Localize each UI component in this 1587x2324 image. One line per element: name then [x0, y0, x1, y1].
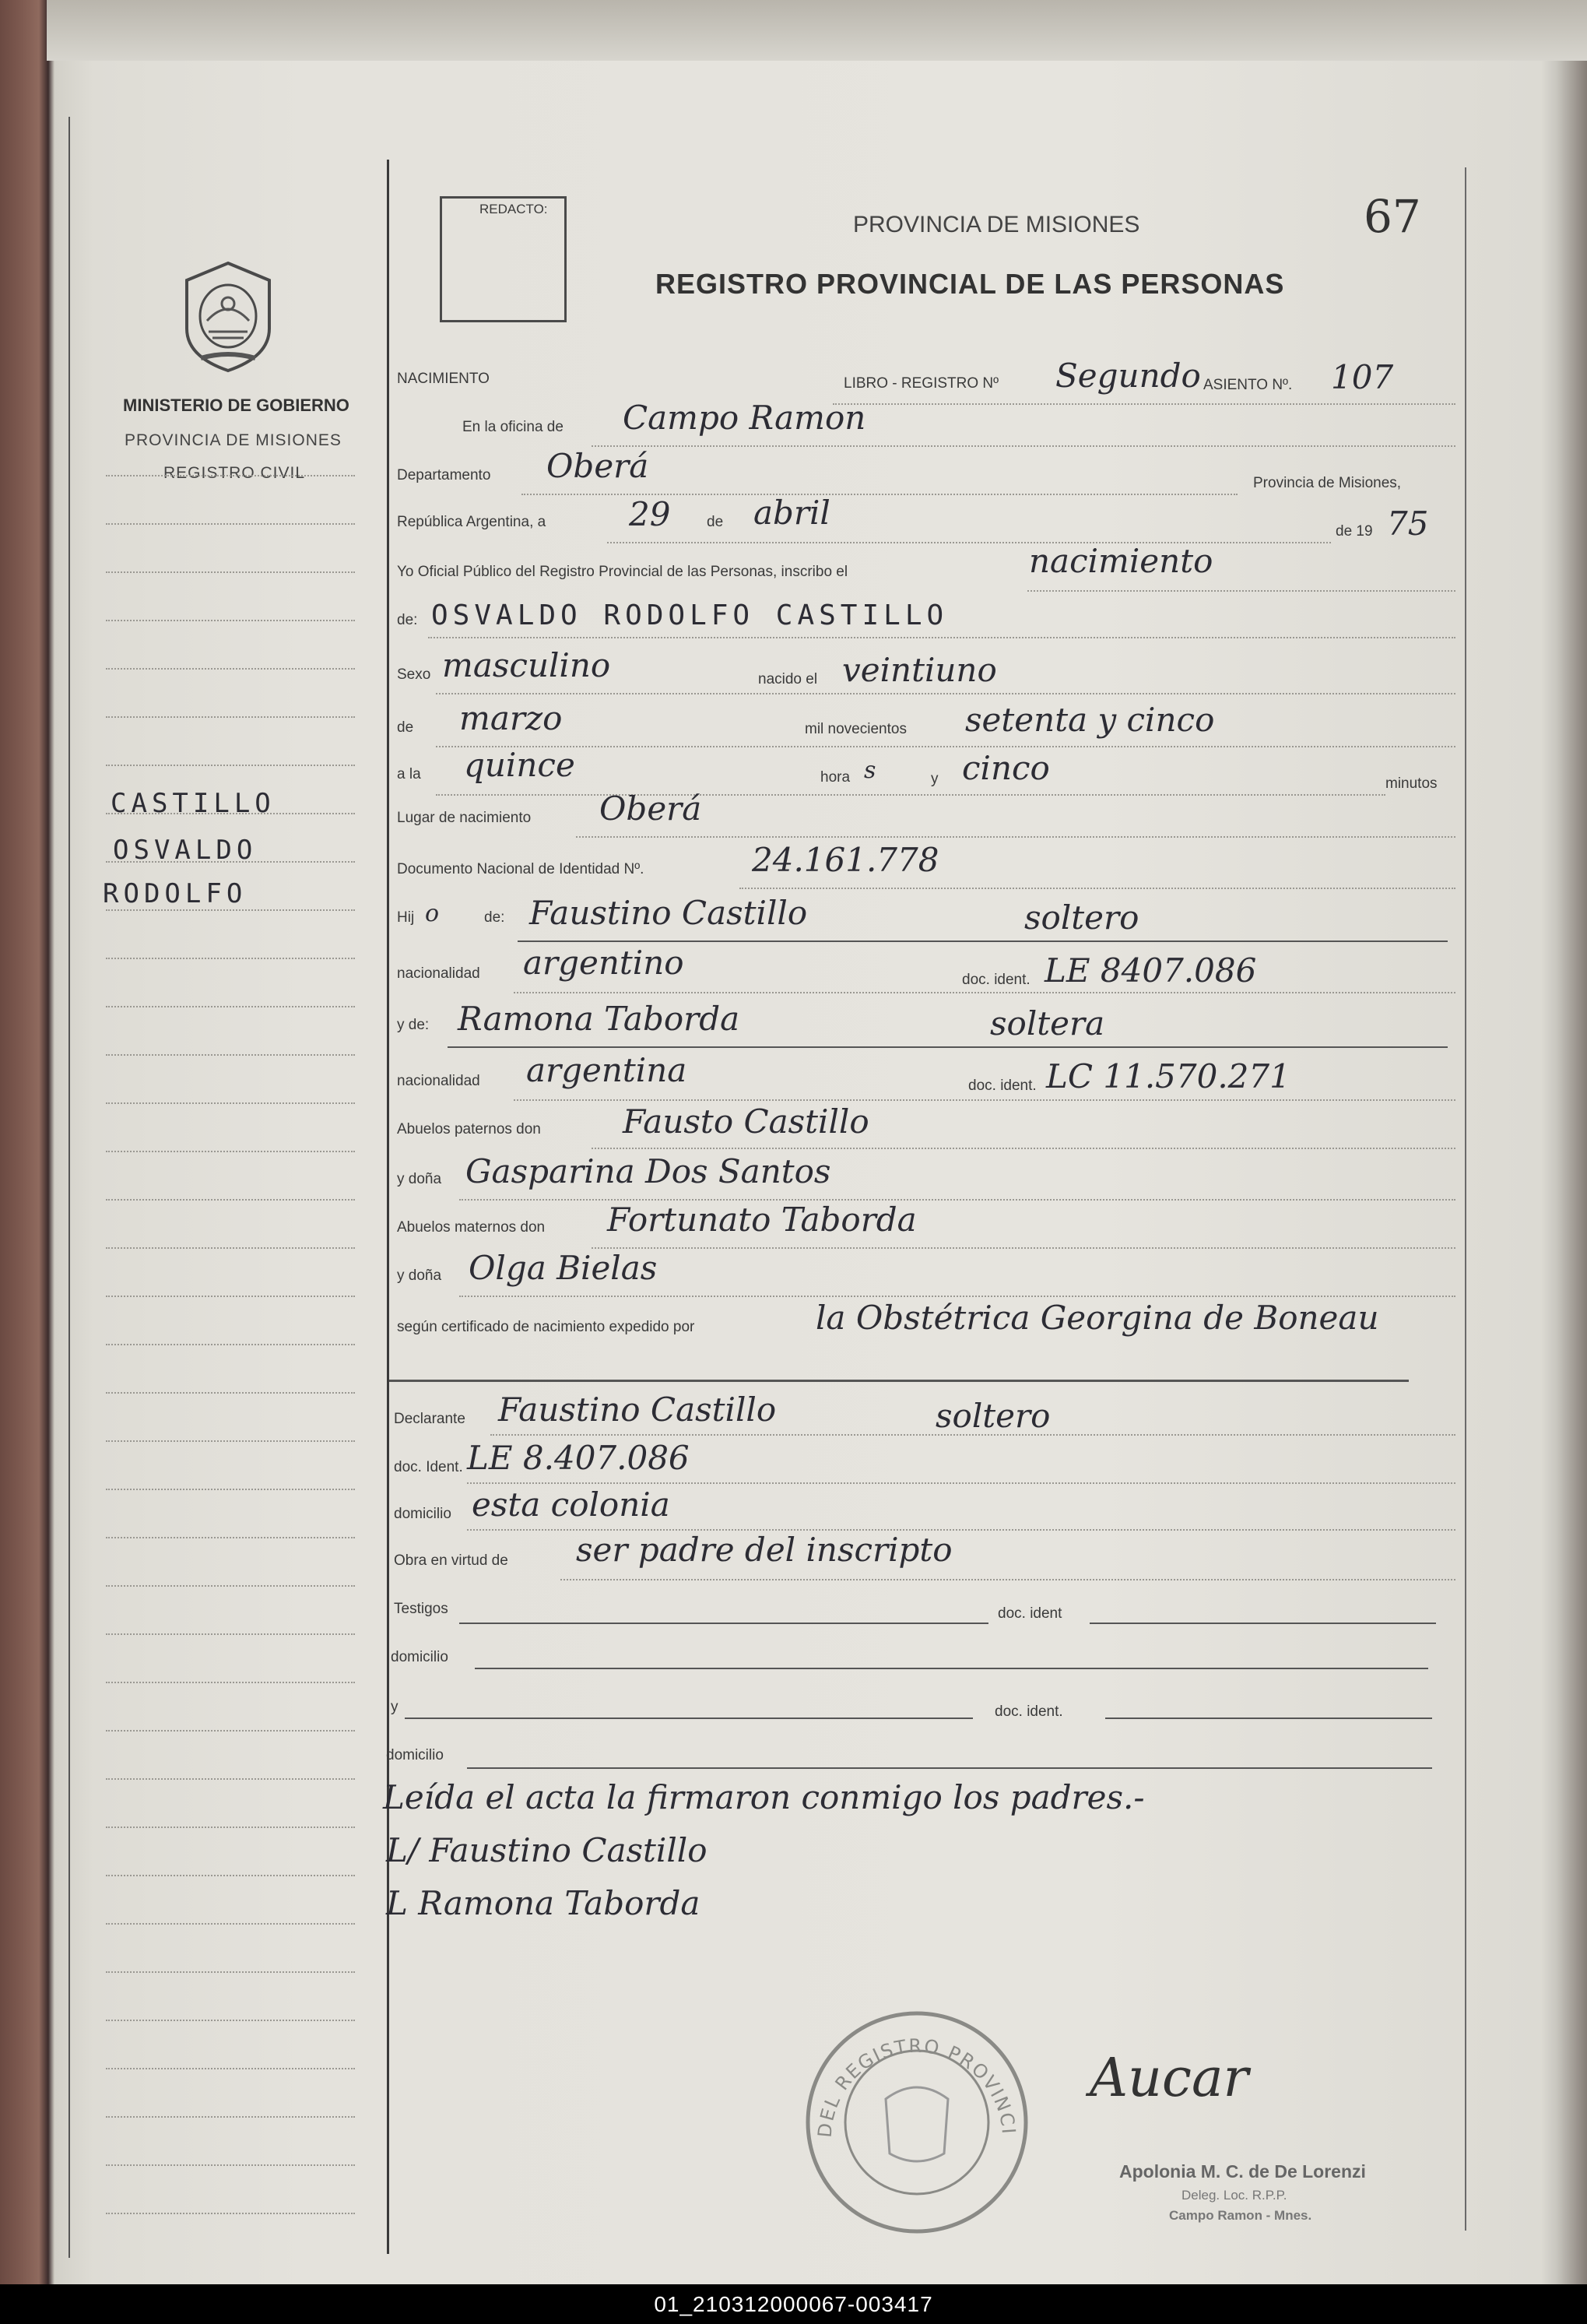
nac-anio-value: setenta y cinco [965, 701, 1215, 739]
sidebar-dotted-line [106, 1489, 355, 1490]
sidebar-dotted-line [106, 620, 355, 621]
nombre-value: OSVALDO RODOLFO CASTILLO [431, 599, 949, 631]
oficina-label: En la oficina de [462, 419, 564, 435]
lugar-label: Lugar de nacimiento [397, 810, 532, 826]
testigos-label: Testigos [394, 1601, 448, 1617]
redacto-label: REDACTO: [479, 202, 548, 216]
hora-value: quince [464, 746, 575, 784]
nacimiento-label: NACIMIENTO [397, 371, 490, 387]
coat-of-arms-emblem [177, 257, 279, 374]
sidebar-dotted-line [106, 1054, 355, 1056]
official-place: Campo Ramon - Mnes. [1169, 2208, 1312, 2223]
sidebar-dotted-line [106, 1344, 355, 1345]
padre-nacionalidad: argentino [523, 944, 684, 982]
provincia-suffix: Provincia de Misiones, [1253, 475, 1402, 491]
hijo-label: Hij [397, 909, 415, 926]
abuela-pat: Gasparina Dos Santos [465, 1152, 831, 1190]
sexo-value: masculino [442, 646, 611, 684]
padre-doc: LE 8407.086 [1045, 951, 1257, 990]
certificado-value: la Obstétrica Georgina de Boneau [816, 1299, 1379, 1337]
minutos-value: cinco [962, 749, 1050, 787]
sidebar-dotted-line [106, 716, 355, 718]
hora-label: hora [820, 769, 851, 786]
abuelo-pat: Fausto Castillo [623, 1102, 869, 1141]
sidebar-dotted-line [106, 1875, 355, 1876]
doc-declarante-value: LE 8.407.086 [467, 1439, 690, 1477]
declarante-value: Faustino Castillo [498, 1391, 777, 1429]
obra-value: ser padre del inscripto [576, 1531, 953, 1569]
sidebar-dotted-line [106, 1296, 355, 1297]
madre-estado: soltera [990, 1004, 1105, 1042]
de-padre-label: de: [484, 909, 505, 926]
sidebar-dotted-line [106, 571, 355, 573]
sidebar-dotted-line [106, 523, 355, 525]
sidebar-dotted-line [106, 2020, 355, 2021]
declarante-label: Declarante [394, 1411, 465, 1427]
sidebar-dotted-line [106, 2068, 355, 2069]
lugar-value: Oberá [599, 789, 702, 828]
dia-value: 29 [629, 495, 671, 533]
hijo-suffix: o [425, 900, 440, 927]
sidebar-dotted-line [106, 1923, 355, 1925]
official-title: Deleg. Loc. R.P.P. [1181, 2188, 1287, 2203]
abuelo-mat: Fortunato Taborda [607, 1201, 917, 1239]
dni-label: Documento Nacional de Identidad Nº. [397, 861, 644, 877]
oficina-value: Campo Ramon [623, 399, 866, 437]
nacionalidad-padre-label: nacionalidad [397, 965, 480, 982]
domicilio-declarante-label: domicilio [394, 1506, 451, 1522]
sidebar-dotted-line [106, 909, 355, 911]
oficial-text: Yo Oficial Público del Registro Provincial de las Personas, inscribo el [397, 564, 848, 580]
footer-caption: 01_210312000067-003417 [0, 2284, 1587, 2324]
sidebar-dotted-line [106, 668, 355, 670]
official-signature: Aucar [1090, 2048, 1249, 2109]
testigos-doc-label: doc. ident [998, 1605, 1062, 1622]
doc-ident-madre-label: doc. ident. [968, 1078, 1037, 1094]
y-de-label: y de: [397, 1017, 430, 1033]
sidebar-dotted-line [106, 1778, 355, 1780]
nota-leida: Leída el acta la firmaron conmigo los padres.- [383, 1778, 1145, 1816]
padre-estado: soltero [1024, 898, 1139, 937]
sidebar-ministry: MINISTERIO DE GOBIERNO [123, 396, 349, 415]
de-mes-label: de [397, 719, 414, 736]
sidebar-dotted-line [106, 1585, 355, 1587]
abuela-mat: Olga Bielas [469, 1249, 658, 1287]
sidebar-dotted-line [106, 1199, 355, 1201]
sidebar-dotted-line [106, 1440, 355, 1442]
sidebar-dotted-line [106, 958, 355, 959]
mes-value: abril [753, 494, 830, 532]
form-right-border [1465, 167, 1466, 2231]
margin-note-middlename: RODOLFO [103, 878, 248, 909]
sidebar-dotted-line [106, 765, 355, 766]
nacido-label: nacido el [758, 671, 818, 687]
de-nombre-label: de: [397, 612, 418, 628]
redacto-box [440, 196, 567, 322]
asiento-label: ASIENTO Nº. [1203, 377, 1293, 393]
y-minutos-label: y [931, 771, 939, 787]
anio-prefix: de 19 [1336, 523, 1373, 540]
nota-firma-padre: L/ Faustino Castillo [386, 1831, 707, 1869]
sidebar-dotted-line [106, 1247, 355, 1249]
y-dona-pat-label: y doña [397, 1171, 442, 1187]
certificado-label: según certificado de nacimiento expedido por [397, 1319, 695, 1335]
madre-doc: LC 11.570.271 [1046, 1057, 1290, 1095]
sidebar-dotted-line [106, 2213, 355, 2214]
margin-note-firstname: OSVALDO [113, 835, 258, 866]
margin-note-surname: CASTILLO [111, 788, 276, 819]
departamento-value: Oberá [546, 447, 649, 485]
de-label: de [707, 514, 724, 530]
page-number: 67 [1364, 190, 1421, 243]
binding-shadow [47, 0, 1587, 61]
madre-value: Ramona Taborda [458, 1000, 740, 1038]
sidebar-dotted-line [106, 1730, 355, 1732]
sidebar-dotted-line [106, 1006, 355, 1007]
testigos-domicilio2-label: domicilio [386, 1747, 444, 1763]
doc-declarante-label: doc. Ident. [394, 1459, 463, 1475]
acto-value: nacimiento [1029, 542, 1213, 580]
declarante-estado: soltero [936, 1397, 1051, 1435]
sidebar-dotted-line [106, 475, 355, 476]
departamento-label: Departamento [397, 467, 491, 483]
nota-firma-madre: L Ramona Taborda [386, 1884, 700, 1922]
sidebar-dotted-line [106, 1971, 355, 1973]
mil-label: mil novecientos [805, 721, 907, 737]
abuelos-mat-label: Abuelos maternos don [397, 1219, 546, 1236]
seal-arc-text: DEL REGISTRO PROVINCI [813, 2034, 1020, 2139]
sexo-label: Sexo [397, 666, 431, 683]
sidebar-dotted-line [106, 1827, 355, 1828]
testigos-domicilio-label: domicilio [391, 1649, 448, 1665]
official-name: Apolonia M. C. de De Lorenzi [1119, 2161, 1366, 2182]
republica-label: República Argentina, a [397, 514, 546, 530]
madre-nacionalidad: argentina [526, 1051, 687, 1089]
sidebar-dotted-line [106, 1392, 355, 1394]
nac-mes-value: marzo [459, 699, 563, 737]
asiento-value: 107 [1331, 358, 1394, 396]
header-title: REGISTRO PROVINCIAL DE LAS PERSONAS [655, 268, 1285, 300]
sidebar-dotted-line [106, 813, 355, 814]
minutos-label: minutos [1385, 775, 1438, 792]
domicilio-declarante-value: esta colonia [472, 1485, 670, 1524]
testigos-doc2-label: doc. ident. [995, 1703, 1063, 1720]
y-dona-mat-label: y doña [397, 1267, 442, 1284]
sidebar-office: REGISTRO CIVIL [163, 464, 306, 482]
sidebar-dotted-line [106, 1633, 355, 1635]
abuelos-pat-label: Abuelos paternos don [397, 1121, 541, 1137]
form-left-border [387, 160, 389, 2254]
margin-line [68, 117, 70, 2258]
nacido-value: veintiuno [842, 651, 997, 689]
padre-value: Faustino Castillo [529, 894, 808, 932]
sidebar-province: PROVINCIA DE MISIONES [125, 431, 342, 449]
libro-value: Segundo [1055, 357, 1201, 395]
sidebar-dotted-line [106, 2164, 355, 2166]
nacionalidad-madre-label: nacionalidad [397, 1073, 480, 1089]
libro-label: LIBRO - REGISTRO Nº [844, 375, 999, 392]
hora-suffix: s [864, 757, 876, 784]
sidebar-dotted-line [106, 1537, 355, 1538]
sidebar-dotted-line [106, 1682, 355, 1683]
official-seal [800, 2006, 1034, 2239]
anio-value: 75 [1387, 505, 1429, 543]
testigos-y-label: y [391, 1699, 399, 1715]
sidebar-dotted-line [106, 861, 355, 863]
obra-label: Obra en virtud de [394, 1552, 508, 1569]
doc-ident-padre-label: doc. ident. [962, 972, 1030, 988]
dni-value: 24.161.778 [752, 841, 939, 879]
sidebar-dotted-line [106, 1102, 355, 1104]
a-la-label: a la [397, 766, 421, 782]
header-province: PROVINCIA DE MISIONES [853, 212, 1140, 237]
sidebar-dotted-line [106, 2116, 355, 2118]
sidebar-dotted-line [106, 1151, 355, 1152]
